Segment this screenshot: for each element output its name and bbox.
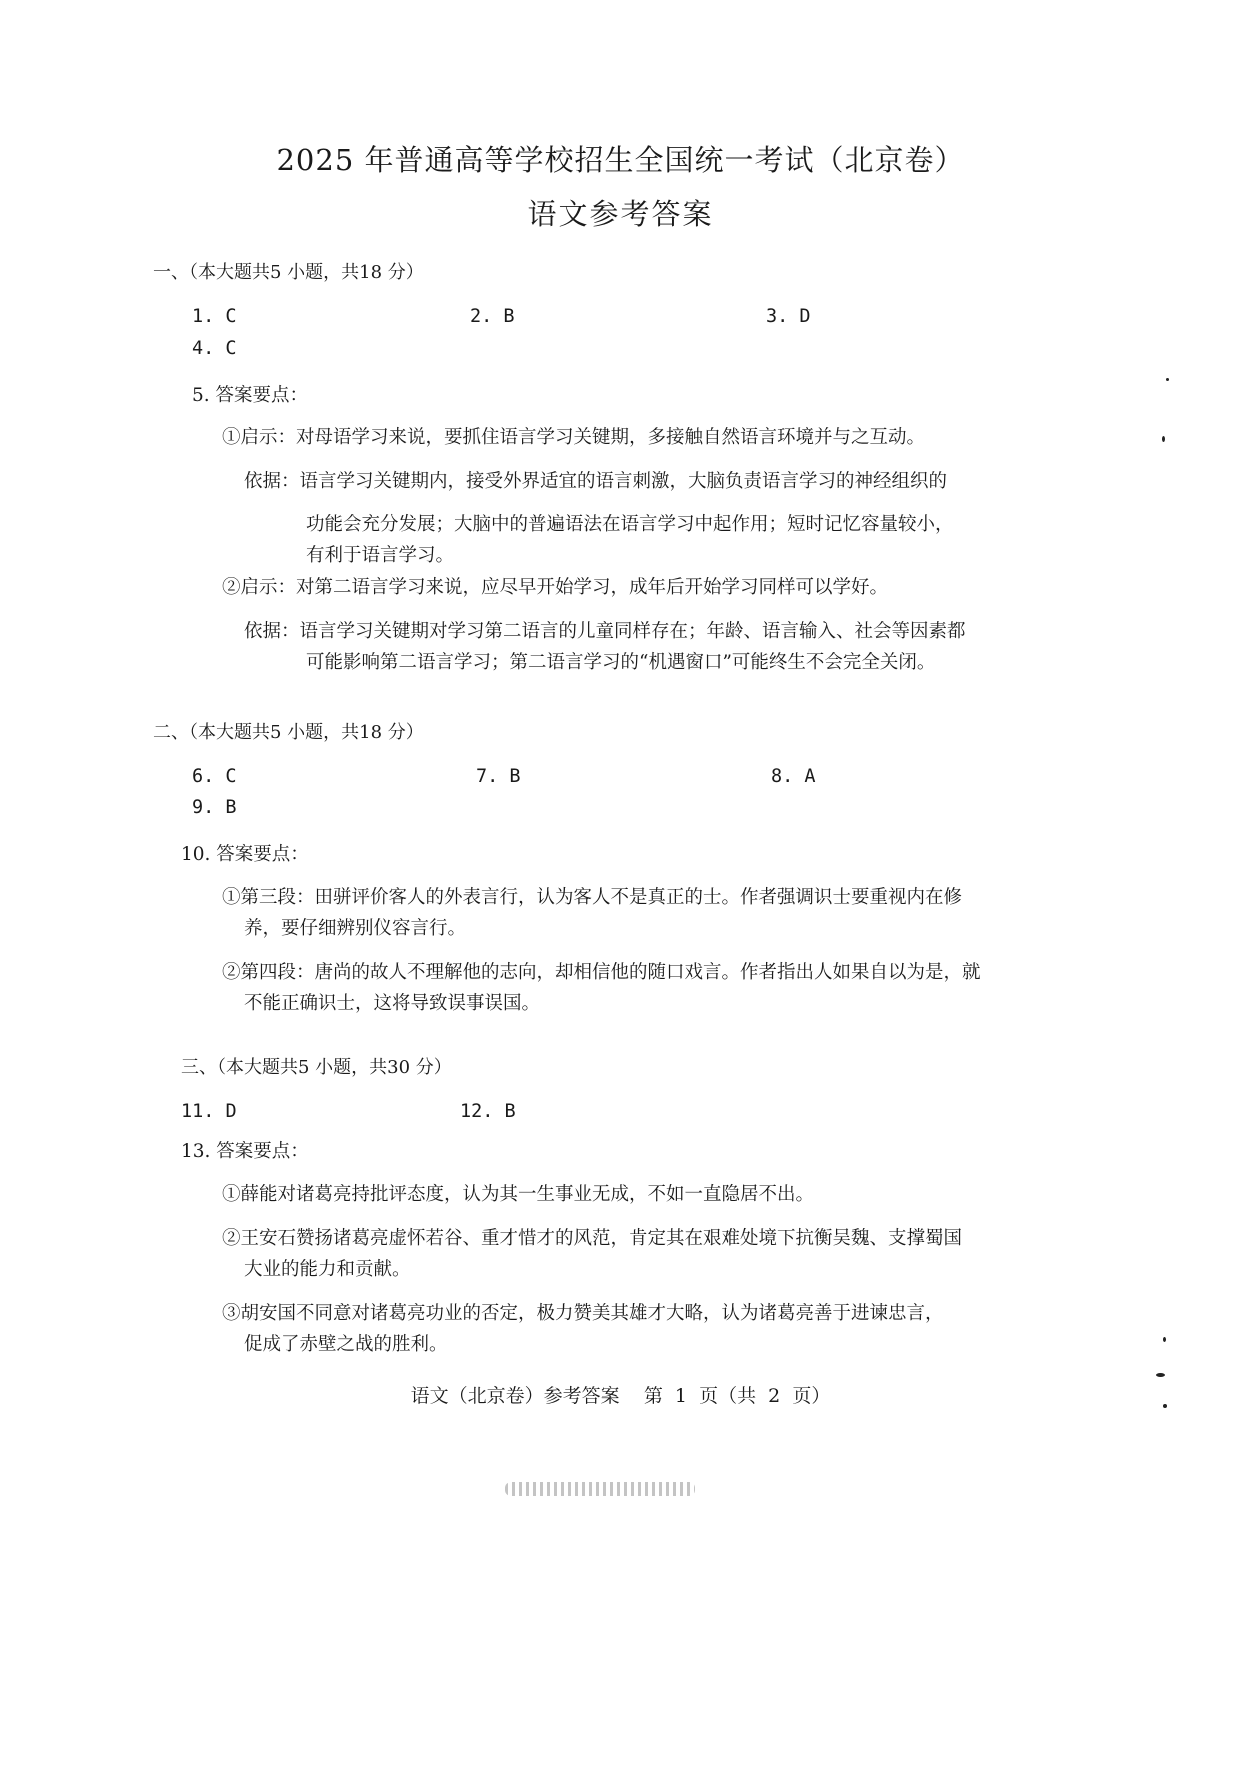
scan-speck [1156, 1373, 1165, 1377]
answer-6: 6. C [192, 766, 237, 787]
scan-speck [1166, 378, 1169, 381]
question-13-line: 促成了赤壁之战的胜利。 [244, 1334, 448, 1355]
question-10-line: ①第三段：田骈评价客人的外表言行，认为客人不是真正的士。作者强调识士要重视内在修 [222, 887, 963, 908]
question-10-label: 10. 答案要点： [181, 844, 309, 865]
answer-3: 3. D [766, 306, 811, 327]
answer-8: 8. A [771, 766, 816, 787]
question-13-line: ②王安石赞扬诸葛亮虚怀若谷、重才惜才的风范，肯定其在艰难处境下抗衡吴魏、支撑蜀国 [222, 1228, 963, 1249]
question-13-line: ①薛能对诸葛亮持批评态度，认为其一生事业无成，不如一直隐居不出。 [222, 1184, 815, 1205]
section-1-heading: 一、（本大题共5 小题，共18 分） [153, 262, 424, 283]
question-5-line: 依据：语言学习关键期内，接受外界适宜的语言刺激，大脑负责语言学习的神经组织的 [244, 471, 948, 492]
answer-1: 1. C [192, 306, 237, 327]
answer-11: 11. D [181, 1101, 237, 1122]
section-3-heading: 三、（本大题共5 小题，共30 分） [181, 1057, 452, 1078]
section-2-heading: 二、（本大题共5 小题，共18 分） [153, 722, 424, 743]
scan-speck [1163, 1337, 1166, 1342]
question-13-label: 13. 答案要点： [181, 1141, 309, 1162]
page-subtitle: 语文参考答案 [527, 197, 714, 231]
scan-speck [1162, 436, 1165, 442]
answer-7: 7. B [476, 766, 521, 787]
question-5-line: 可能影响第二语言学习；第二语言学习的“机遇窗口”可能终生不会完全关闭。 [306, 652, 936, 673]
question-5-line: 依据：语言学习关键期对学习第二语言的儿童同样存在；年龄、语言输入、社会等因素都 [244, 621, 966, 642]
question-10-line: 养，要仔细辨别仪容言行。 [244, 918, 467, 939]
scan-smudge [505, 1482, 695, 1496]
question-10-line: ②第四段：唐尚的故人不理解他的志向，却相信他的随口戏言。作者指出人如果自以为是，就 [222, 962, 981, 983]
question-5-line: ①启示：对母语学习来说，要抓住语言学习关键期，多接触自然语言环境并与之互动。 [222, 427, 926, 448]
question-5-line: 功能会充分发展；大脑中的普遍语法在语言学习中起作用；短时记忆容量较小， [306, 514, 954, 535]
page-footer: 语文（北京卷）参考答案 第 1 页（共 2 页） [410, 1385, 831, 1407]
question-13-line: ③胡安国不同意对诸葛亮功业的否定，极力赞美其雄才大略，认为诸葛亮善于进谏忠言， [222, 1303, 944, 1324]
question-10-line: 不能正确识士，这将导致误事误国。 [244, 993, 541, 1014]
scan-speck [1163, 1404, 1167, 1408]
question-5-line: 有利于语言学习。 [306, 545, 455, 566]
question-13-line: 大业的能力和贡献。 [244, 1259, 411, 1280]
answer-4: 4. C [192, 338, 237, 359]
answer-9: 9. B [192, 797, 237, 818]
page-title: 2025 年普通高等学校招生全国统一考试（北京卷） [276, 143, 965, 177]
question-5-line: ②启示：对第二语言学习来说，应尽早开始学习，成年后开始学习同样可以学好。 [222, 577, 889, 598]
answer-12: 12. B [460, 1101, 516, 1122]
answer-2: 2. B [470, 306, 515, 327]
question-5-label: 5. 答案要点： [192, 385, 309, 406]
